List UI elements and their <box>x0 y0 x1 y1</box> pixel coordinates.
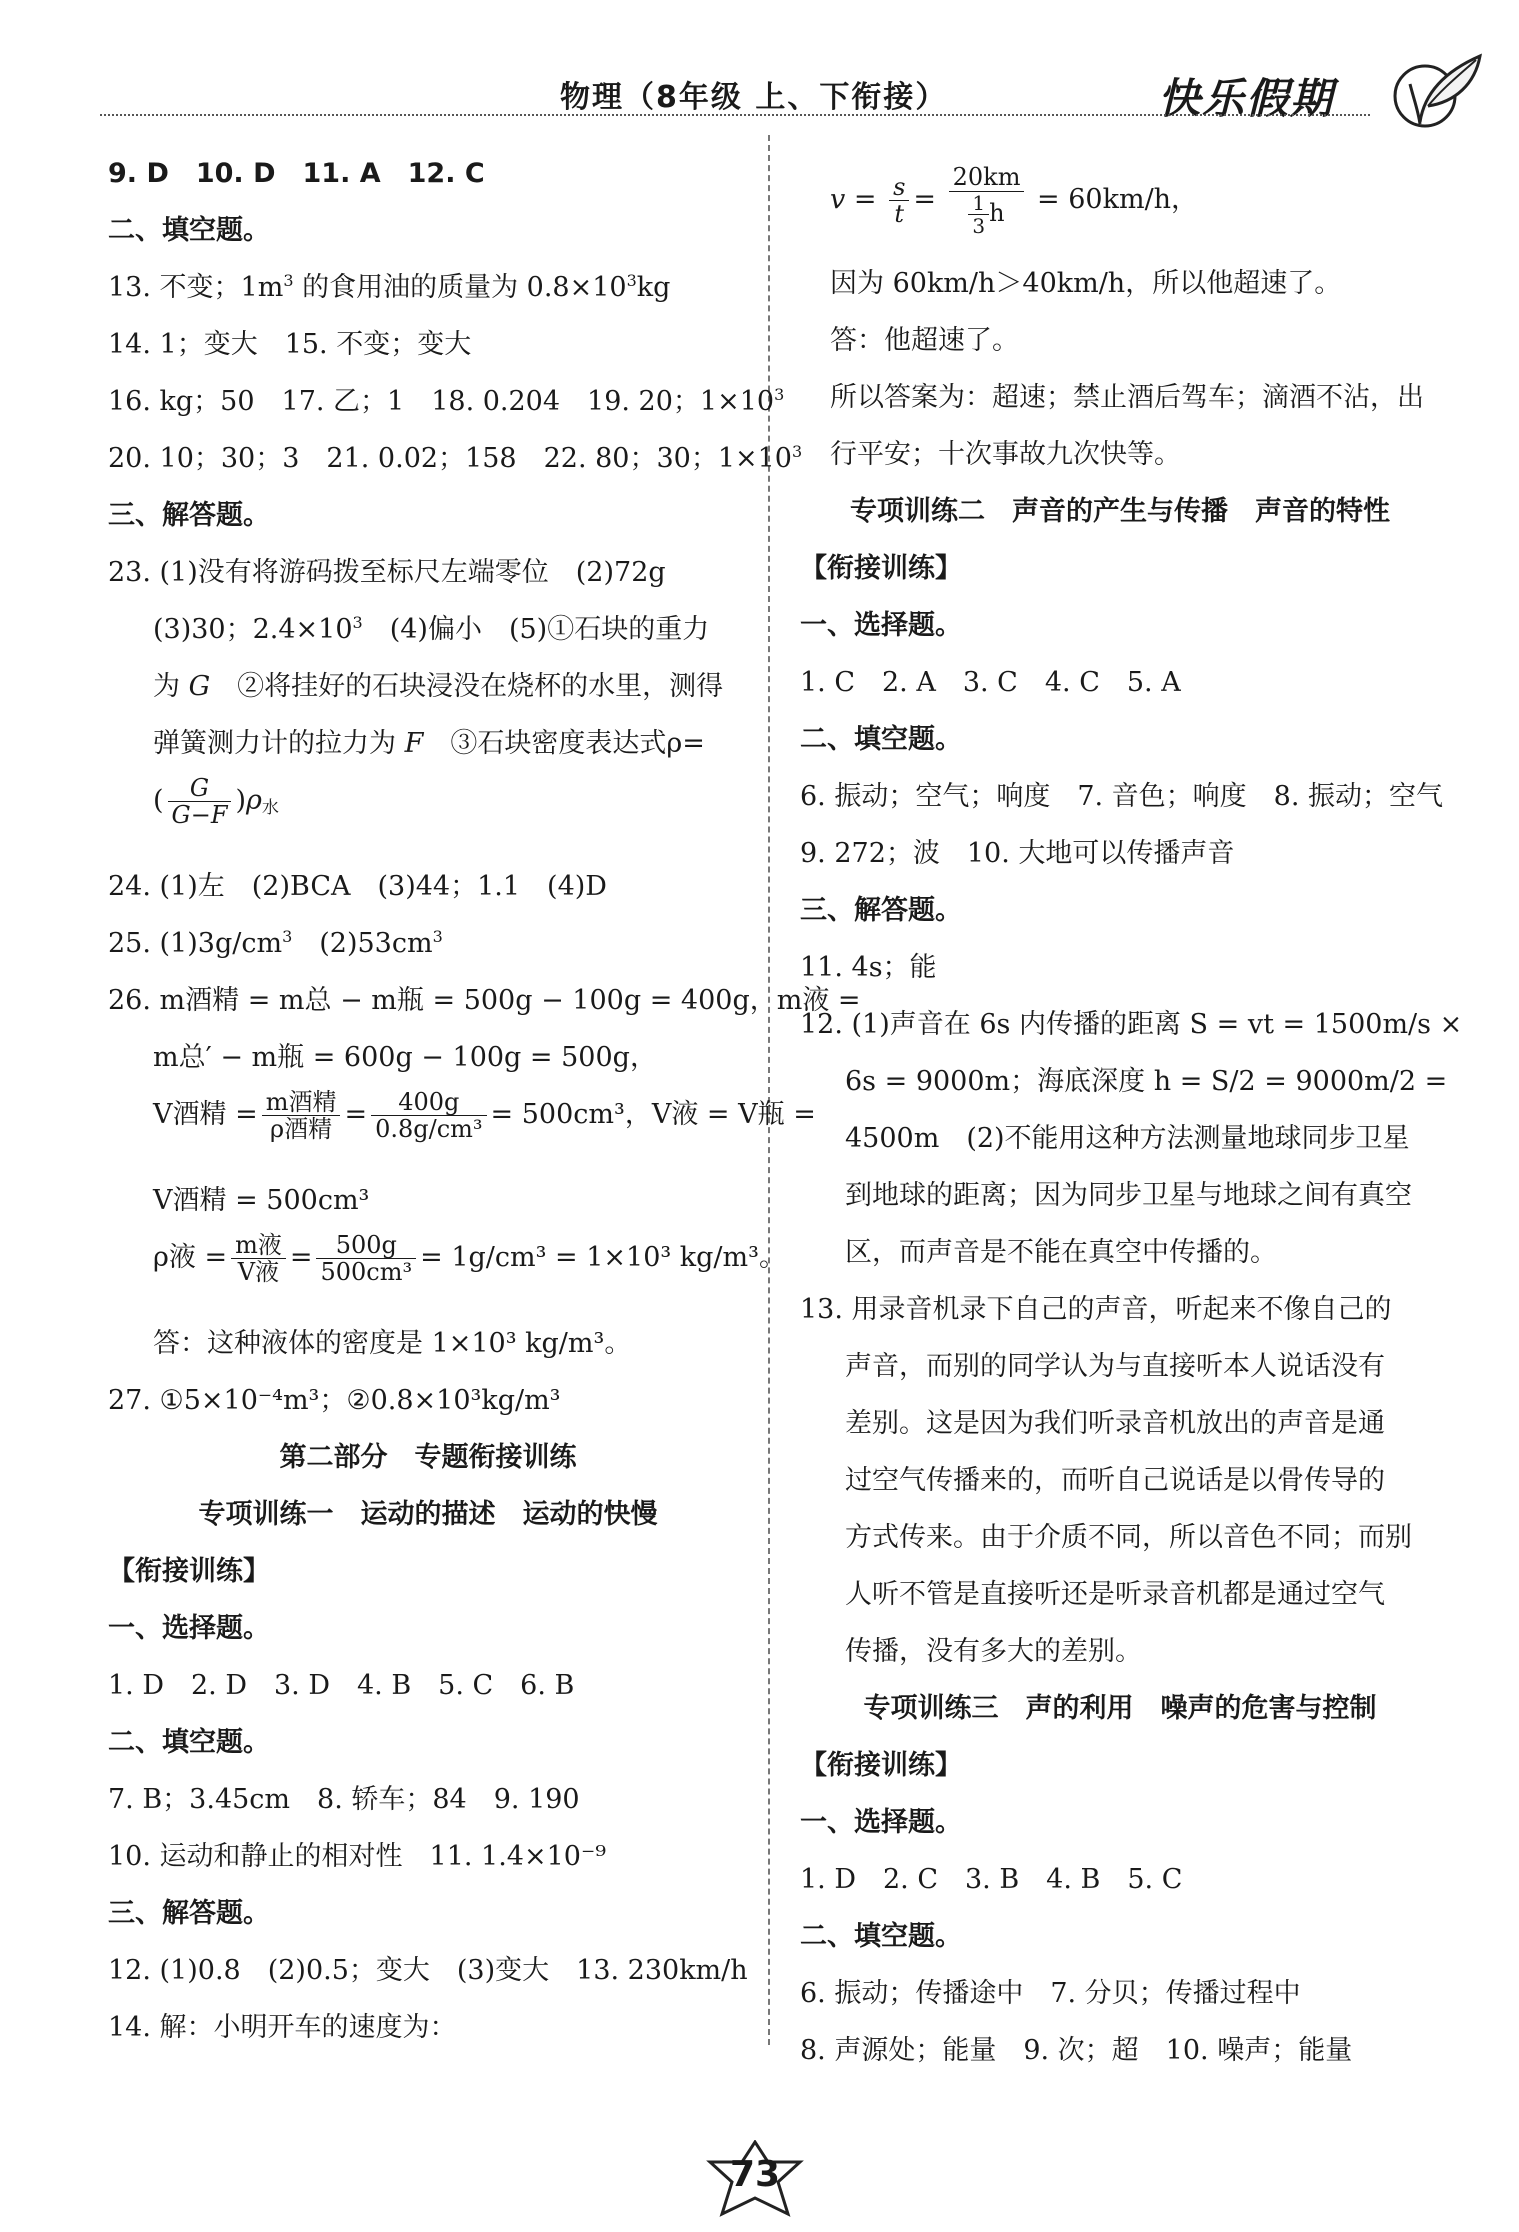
answer-line: 1. C 2. A 3. C 4. C 5. A <box>800 667 1181 698</box>
answer-line: 答：他超速了。 <box>830 325 1019 356</box>
answer-line: 12. (1)0.8 (2)0.5；变大 (3)变大 13. 230km/h <box>108 1955 748 1986</box>
answer-line: 所以答案为：超速；禁止酒后驾车；滴酒不沾，出 <box>830 382 1424 413</box>
answer-line: 11. 4s；能 <box>800 952 937 983</box>
answer-line: 20. 10；30；3 21. 0.02；158 22. 80；30；$1\times 10^3$ <box>108 442 803 474</box>
answer-line: m总′ − m瓶 = 600g − 100g = 500g， <box>153 1042 657 1073</box>
answer-line: 过空气传播来的，而听自己说话是以骨传导的 <box>845 1465 1385 1496</box>
answer-line: 人听不管是直接听还是听录音机都是通过空气 <box>845 1579 1385 1610</box>
section-heading: 三、解答题。 <box>108 1898 270 1929</box>
right-column <box>800 145 1463 2079</box>
page-number-text: 73 <box>729 2154 781 2195</box>
answer-line: 4500m (2)不能用这种方法测量地球同步卫星 <box>845 1123 1410 1154</box>
answer-line: 因为 60km/h＞40km/h，所以他超速了。 <box>830 268 1342 299</box>
answer-line: 8. 声源处；能量 9. 次；超 10. 噪声；能量 <box>800 2035 1353 2066</box>
formula-line: ρ液 = $\frac{\text{m液}}{\text{V液}}$ = $\frac{500g}{\text{500cm³}}$ = 1g/cm³ = 1×10³ kg/m³。 <box>153 1230 786 1286</box>
header-rule <box>100 114 1370 116</box>
answer-line: 弹簧测力计的拉力为 F ③石块密度表达式ρ= <box>153 728 705 759</box>
training-label: 【衔接训练】 <box>800 1750 962 1781</box>
leaf-icon <box>1380 44 1490 134</box>
answer-line: 声音，而别的同学认为与直接听本人说话没有 <box>845 1351 1385 1382</box>
formula-line: v = $\frac{s}{t}$ = 20km $\frac{1}{3}$ h = 60km/h， <box>830 163 1199 238</box>
answer-line: 为 G ②将挂好的石块浸没在烧杯的水里，测得 <box>153 671 724 702</box>
answer-line: (3)30；$2.4\times 10^3$ (4)偏小 (5)①石块的重力 <box>153 613 710 645</box>
answer-line: 行平安；十次事故九次快等。 <box>830 439 1181 470</box>
answer-line: 6s = 9000m；海底深度 h = S/2 = 9000m/2 = <box>845 1066 1448 1097</box>
answer-line: 9. 272；波 10. 大地可以传播声音 <box>800 838 1235 869</box>
section-heading: 二、填空题。 <box>800 1921 962 1952</box>
training-heading: 专项训练二 声音的产生与传播 声音的特性 <box>850 496 1390 527</box>
answer-line: 6. 振动；传播途中 7. 分贝；传播过程中 <box>800 1978 1301 2009</box>
answer-line: 1. D 2. D 3. D 4. B 5. C 6. B <box>108 1670 575 1701</box>
answer-line: 26. m酒精 = m总 − m瓶 = 500g − 100g = 400g，m液 = <box>108 985 861 1016</box>
section-heading: 三、解答题。 <box>108 500 270 531</box>
header-subject: 物理（8年级 上、下衔接） <box>560 80 948 115</box>
section-heading: 二、填空题。 <box>108 1727 270 1758</box>
answer-line: 方式传来。由于介质不同，所以音色不同；而别 <box>845 1522 1412 1553</box>
answer-line: 14. 1；变大 15. 不变；变大 <box>108 329 472 360</box>
page-header <box>100 62 1480 122</box>
training-heading: 专项训练一 运动的描述 运动的快慢 <box>198 1499 658 1530</box>
answer-line: 7. B；3.45cm 8. 轿车；84 9. 190 <box>108 1784 580 1815</box>
answer-line: 16. kg；50 17. 乙；1 18. 0.204 19. 20；$1\times 10^3$ <box>108 385 785 417</box>
answer-line: 13. 不变；$1m^3$ 的食用油的质量为 $0.8\times 10^3kg$ <box>108 271 671 303</box>
answer-line: 答：这种液体的密度是 1×10³ kg/m³。 <box>153 1328 632 1359</box>
answer-line: 6. 振动；空气；响度 7. 音色；响度 8. 振动；空气 <box>800 781 1444 812</box>
answer-line: 14. 解：小明开车的速度为： <box>108 2012 457 2043</box>
header-brand: 快乐假期 <box>1158 74 1335 123</box>
training-label: 【衔接训练】 <box>800 553 962 584</box>
section-heading: 一、选择题。 <box>800 610 962 641</box>
answer-line: 到地球的距离；因为同步卫星与地球之间有真空 <box>845 1180 1412 1211</box>
section-heading: 二、填空题。 <box>800 724 962 755</box>
fraction: $\frac{G}{G-F}$ <box>168 775 232 829</box>
answer-line: 24. (1)左 (2)BCA (3)44；1.1 (4)D <box>108 871 607 902</box>
answer-line: 23. (1)没有将游码拨至标尺左端零位 (2)72g <box>108 557 666 588</box>
training-label: 【衔接训练】 <box>108 1556 270 1587</box>
answer-line: 10. 运动和静止的相对性 11. 1.4×10⁻⁹ <box>108 1841 607 1872</box>
answer-line: 12. (1)声音在 6s 内传播的距离 S = vt = 1500m/s × <box>800 1009 1463 1040</box>
answer-line: 13. 用录音机录下自己的声音，听起来不像自己的 <box>800 1294 1392 1325</box>
section-heading: 一、选择题。 <box>108 1613 270 1644</box>
answer-line: V酒精 = 500cm³ <box>153 1185 370 1216</box>
page-number <box>700 2140 810 2220</box>
answer-line: 传播，没有多大的差别。 <box>845 1636 1142 1667</box>
part-heading: 第二部分 专题衔接训练 <box>279 1442 577 1473</box>
answer-line: 25. $(1)3g/cm^3$ $(2)53cm^3$ <box>108 927 443 959</box>
formula-line: ( $\frac{G}{G-F}$ )$\rho_水$ <box>153 773 279 829</box>
answer-line: 区，而声音是不能在真空中传播的。 <box>845 1237 1277 1268</box>
training-heading: 专项训练三 声的利用 噪声的危害与控制 <box>863 1693 1377 1724</box>
answer-line: 27. ①5×10⁻⁴m³；②0.8×10³kg/m³ <box>108 1385 561 1416</box>
answer-line: 差别。这是因为我们听录音机放出的声音是通 <box>845 1408 1385 1439</box>
answer-line: 9. D 10. D 11. A 12. C <box>108 158 485 189</box>
left-column <box>108 145 861 2056</box>
section-heading: 二、填空题。 <box>108 215 270 246</box>
section-heading: 一、选择题。 <box>800 1807 962 1838</box>
formula-line: V酒精 = $\frac{\text{m酒精}}{\text{ρ酒精}}$ = $\frac{400g}{\text{0.8g/cm³}}$ = 500cm³，V液 = V瓶 = <box>153 1087 816 1143</box>
answer-line: 1. D 2. C 3. B 4. B 5. C <box>800 1864 1183 1895</box>
section-heading: 三、解答题。 <box>800 895 962 926</box>
